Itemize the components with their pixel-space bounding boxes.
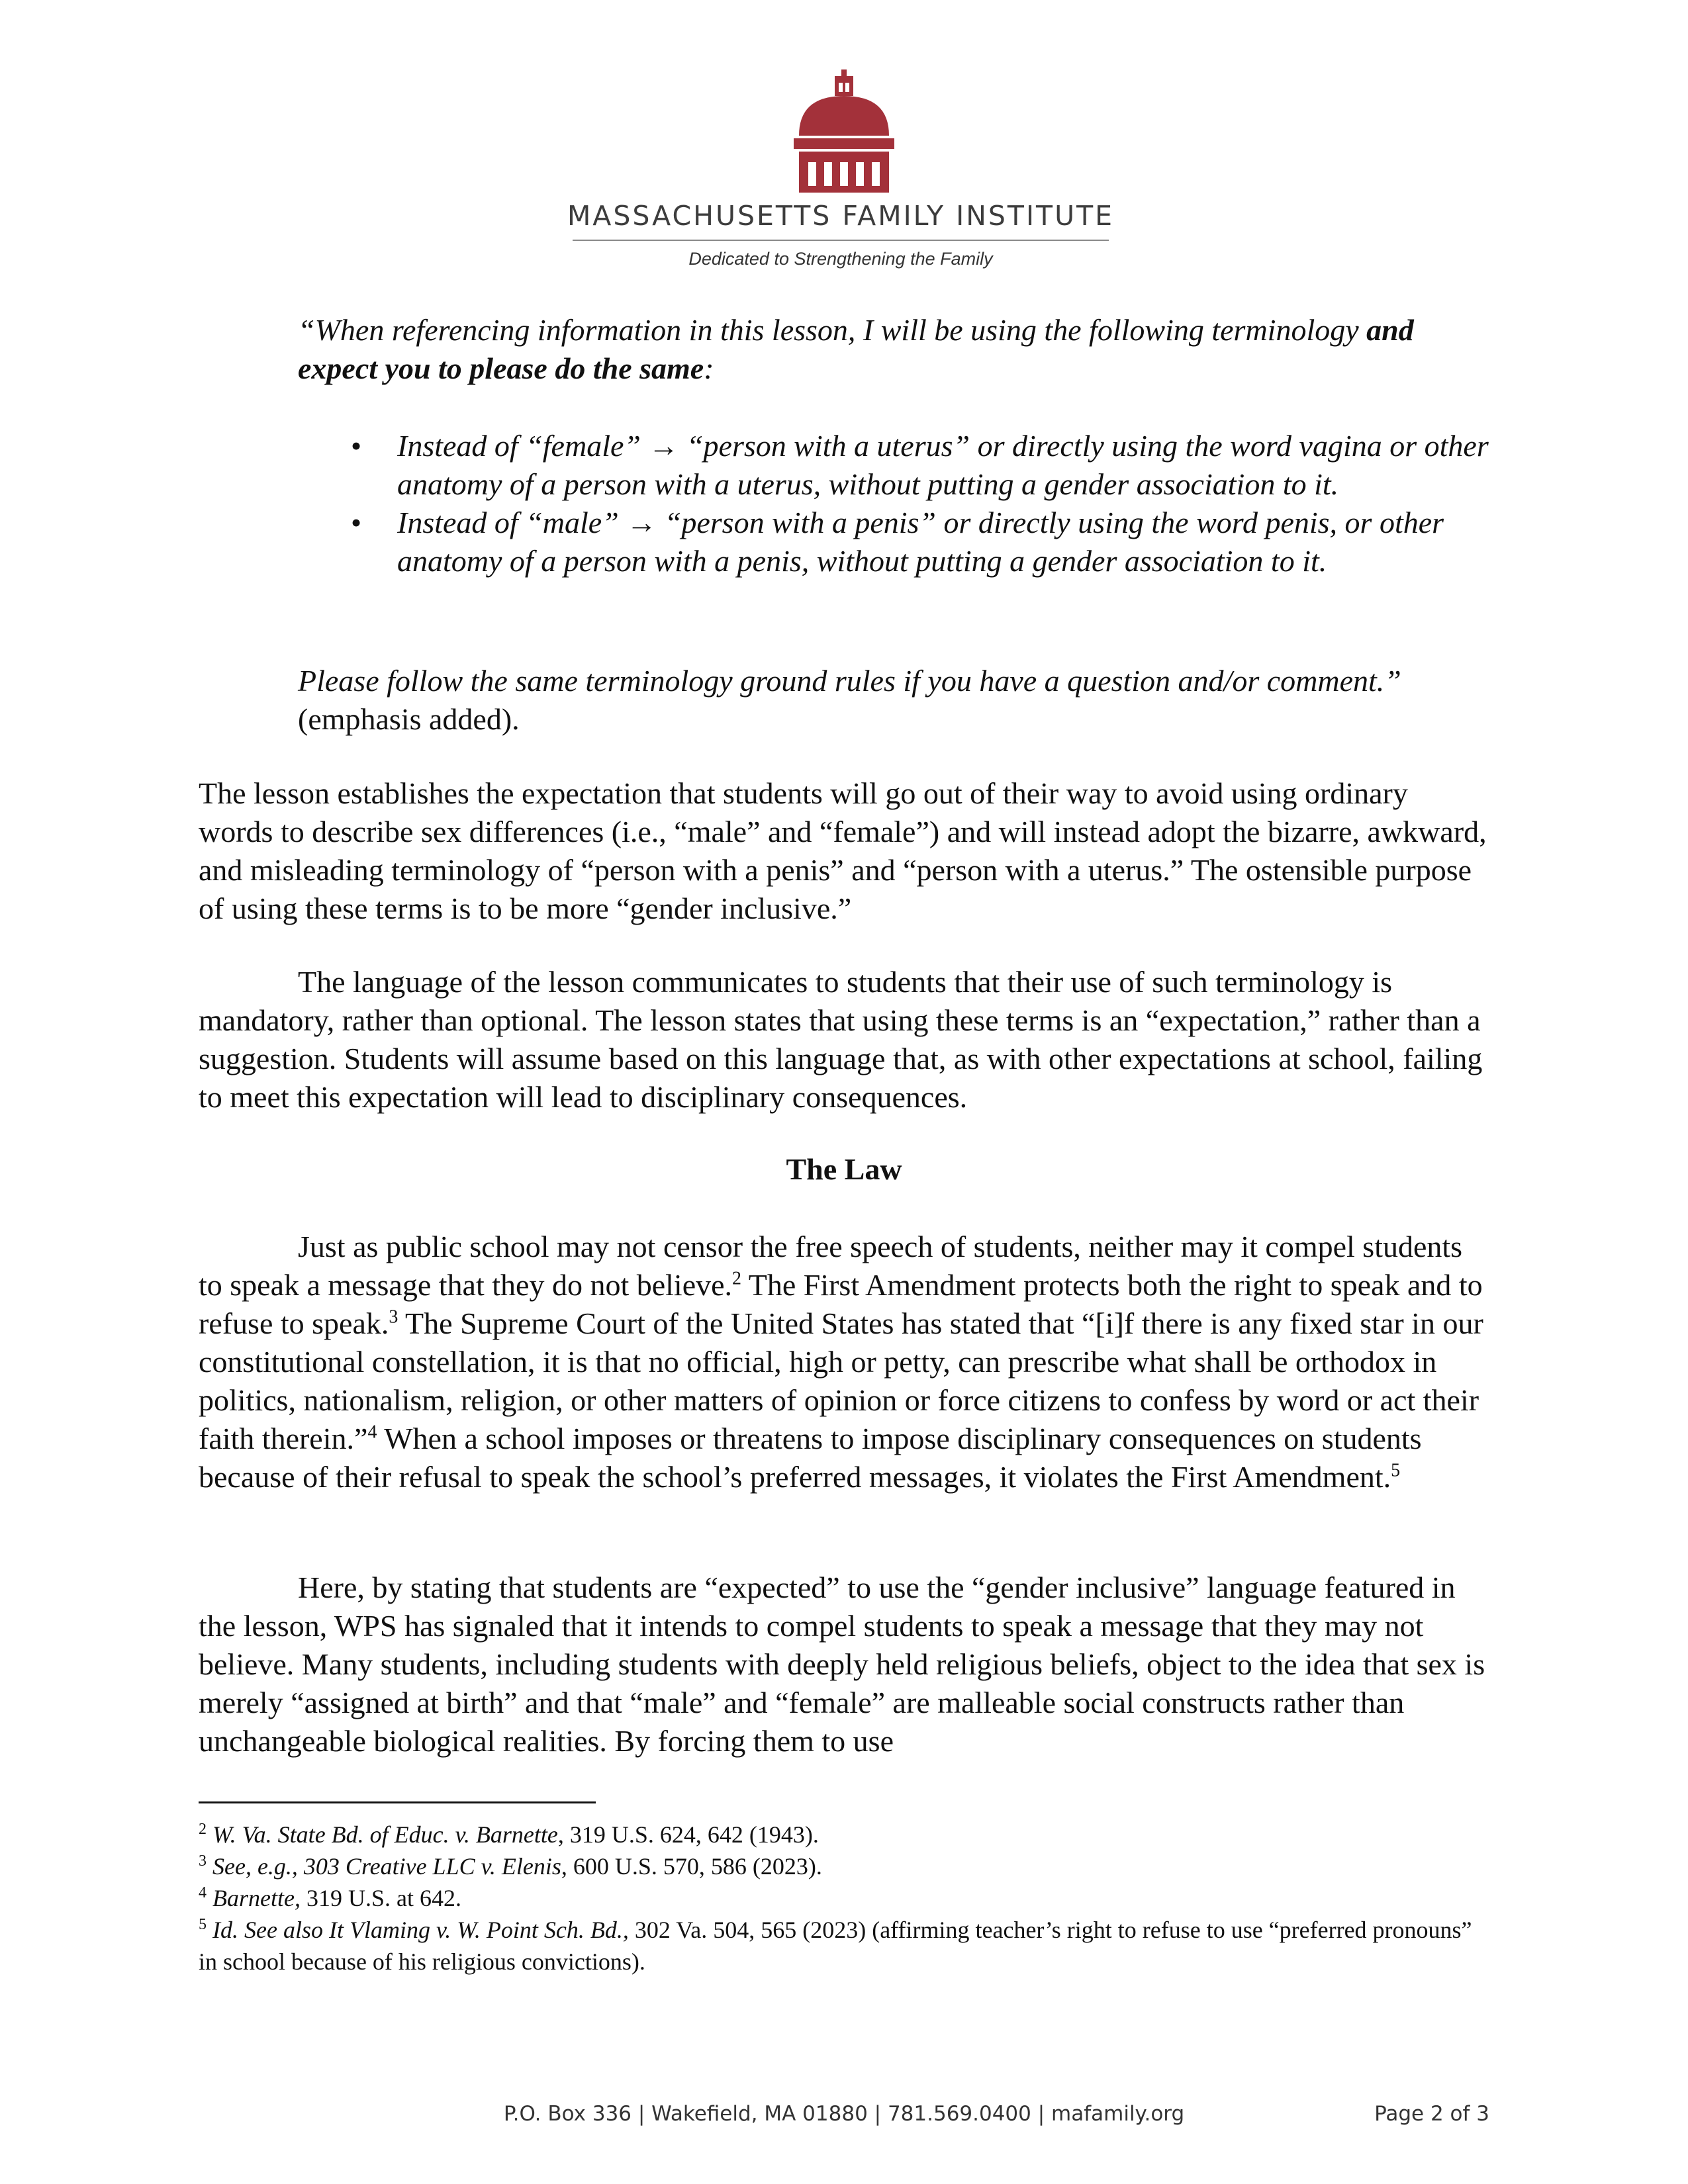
footnote [199, 1914, 1489, 1978]
list-item-text: Instead of “female” → “person with a uterus” or directly using the word vagina or other anatomy of a person with a uterus, without putting a gender association to it. [397, 429, 1489, 501]
quote-closing-text: Please follow the same terminology ground rules if you have a question and/or comment.” [298, 664, 1401, 698]
footnote-citation: 319 U.S. at 642. [300, 1885, 461, 1911]
quote-closing-note: (emphasis added). [298, 702, 520, 736]
terminology-list [351, 427, 1496, 580]
paragraph-wps-compelled-speech: Here, by stating that students are “expected” to use the “gender inclusive” language featured in the lesson, WPS has signaled that it intends to compel students to speak a message that they may not believe. Many students, including students with deeply held religious beliefs, object to the idea that sex is merely “assigned at birth” and that “male” and “female” are malleable social constructs rather than unchangeable biological realities. By forcing them to use [199, 1570, 1485, 1758]
paragraph-lesson-expectation: The lesson establishes the expectation that students will go out of their way to avoid using ordinary words to describe sex differences (i.e., “male” and “female”) and will instead adopt the bizarre, awkward, and misleading terminology of “person with a penis” and “person with a uterus.” The ostensible purpose of using these terms is to be more “gender inclusive.” [199, 776, 1487, 925]
footnote-citation: , 600 U.S. 570, 586 (2023). [561, 1853, 822, 1880]
quote-intro-text: “When referencing information in this lesson, I will be using the following terminology [298, 313, 1359, 347]
footnote [199, 1882, 1489, 1914]
quote-intro [298, 311, 1489, 388]
footnote-ref-4[interactable]: 4 [367, 1422, 377, 1443]
bullet-icon: • [351, 429, 362, 463]
law-text-c: The Supreme Court of the United States has stated that “[i]f there is any fixed star in our constitutional constellation, it is that no official, high or petty, can prescribe what shall be orthodox in politics, nationalism, religion, or other matters of opinion or force citizens to confess by word or act their faith therein.” [199, 1306, 1483, 1455]
footnote-case-name: Barnette, [212, 1885, 301, 1911]
footnote-case-name: W. Va. State Bd. of Educ. v. Barnette [212, 1821, 558, 1848]
letterhead-divider [573, 240, 1109, 241]
footnote-number: 4 [199, 1884, 207, 1901]
footnote-case-name: See, e.g., 303 Creative LLC v. Elenis [212, 1853, 561, 1880]
list-item-text: Instead of “male” → “person with a penis” or directly using the word penis, or other anatomy of a person with a penis, without putting a gender association to it. [397, 506, 1444, 578]
law-text-b: The First Amendment protects both the right to speak and to refuse to speak. [199, 1268, 1483, 1340]
footnote-ref-2[interactable]: 2 [732, 1268, 742, 1289]
quote-intro-bold: and expect you to please do the same [298, 313, 1414, 385]
paragraph-the-law [199, 1228, 1489, 1496]
page-number: Page 2 of 3 [1374, 2102, 1489, 2126]
footnote [199, 1850, 1489, 1882]
footnote [199, 1819, 1489, 1850]
list-item [351, 504, 1496, 580]
list-item [351, 427, 1496, 504]
quote-closing [298, 662, 1489, 739]
footnote-number: 2 [199, 1821, 207, 1838]
letterhead [536, 46, 1145, 285]
footnotes [199, 1819, 1489, 1978]
footnote-ref-5[interactable]: 5 [1391, 1460, 1401, 1481]
law-text-a: Just as public school may not censor the free speech of students, neither may it compel students to speak a message that they do not believe. [199, 1230, 1463, 1302]
footnote-case-name: Id. See also It Vlaming v. W. Point Sch. Bd., [212, 1917, 629, 1943]
bullet-icon: • [351, 506, 362, 539]
org-tagline: Dedicated to Strengthening the Family [688, 249, 993, 269]
footer-address: P.O. Box 336 | Wakefield, MA 01880 | 781.569.0400 | mafamily.org [503, 2102, 1185, 2126]
footnote-number: 5 [199, 1916, 207, 1933]
paragraph-mandatory-language: The language of the lesson communicates to students that their use of such terminology is mandatory, rather than optional. The lesson states that using these terms is an “expectation,” rather than a suggestion. Students will assume based on this language that, as with other expectations at school, failing to meet this expectation will lead to disciplinary consequences. [199, 965, 1483, 1114]
footnote-ref-3[interactable]: 3 [389, 1306, 399, 1328]
footnote-divider [199, 1801, 596, 1803]
law-text-d: When a school imposes or threatens to impose disciplinary consequences on students because of their refusal to speak the school’s preferred messages, it violates the First Amendment. [199, 1422, 1422, 1494]
footnote-citation: , 319 U.S. 624, 642 (1943). [557, 1821, 819, 1848]
quote-intro-colon: : [704, 351, 714, 385]
footnote-number: 3 [199, 1852, 207, 1870]
org-name: MASSACHUSETTS FAMILY INSTITUTE [567, 200, 1115, 232]
section-heading: The Law [786, 1152, 902, 1186]
footnote-citation: 302 Va. 504, 565 (2023) (affirming teacher’s right to refuse to use “preferred pronouns” in school because of his religious convictions). [199, 1917, 1472, 1975]
state-house-dome-icon [791, 69, 897, 195]
